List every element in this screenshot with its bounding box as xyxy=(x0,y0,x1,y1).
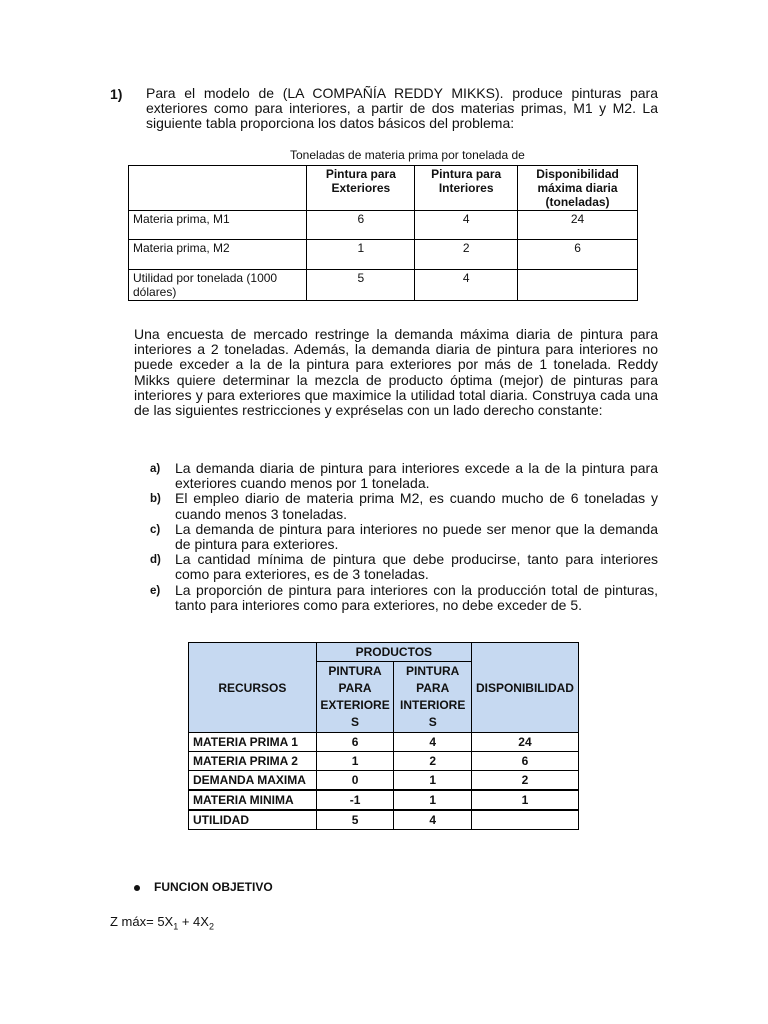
objective-mid: + 4X xyxy=(178,914,209,929)
table-cell: Materia prima, M2 xyxy=(129,240,307,270)
list-text: La demanda diaria de pintura para interiores excede a la de la pintura para exteriores cuando menos por 1 tonelada. xyxy=(175,460,658,492)
list-text: La proporción de pintura para interiores con la producción total de pinturas, tanto para interiores como para exteriores, no debe exceder de 5. xyxy=(175,581,658,613)
recursos-header: RECURSOS xyxy=(189,643,317,733)
table-cell: 1 xyxy=(394,790,472,810)
table-row xyxy=(129,211,638,240)
header-cell: Pintura para Interiores xyxy=(415,166,518,211)
table-row xyxy=(189,752,579,771)
table-cell: Materia prima, M1 xyxy=(129,211,307,240)
table-cell: DEMANDA MAXIMA xyxy=(189,771,317,791)
table-row xyxy=(129,270,638,301)
table-cell: 5 xyxy=(316,810,394,830)
table-cell: 6 xyxy=(307,211,415,240)
table-row xyxy=(189,790,579,810)
table-caption: Toneladas de materia prima por tonelada de xyxy=(290,148,525,162)
list-label: d) xyxy=(150,554,161,567)
subscript-2: 2 xyxy=(208,921,214,932)
header-cell: Disponibilidad máxima diaria (toneladas) xyxy=(518,166,638,211)
table-cell: MATERIA PRIMA 1 xyxy=(189,733,317,752)
list-label: c) xyxy=(150,523,161,536)
table-cell: 4 xyxy=(394,810,472,830)
table-cell: 0 xyxy=(316,771,394,791)
table-cell: 6 xyxy=(316,733,394,752)
table-cell: MATERIA MINIMA xyxy=(189,790,317,810)
list-item xyxy=(150,522,658,552)
table-row xyxy=(189,733,579,752)
table-cell: 1 xyxy=(307,240,415,270)
table-cell: 4 xyxy=(415,211,518,240)
list-text: El empleo diario de materia prima M2, es cuando mucho de 6 toneladas y cuando menos 3 toneladas. xyxy=(175,490,658,522)
question-number: 1) xyxy=(110,86,123,102)
table-row xyxy=(129,240,638,270)
objective-heading-text: FUNCION OBJETIVO xyxy=(154,880,273,894)
objective-heading xyxy=(134,880,273,894)
table-cell: 2 xyxy=(471,771,578,791)
table-cell: 6 xyxy=(471,752,578,771)
table-cell: 6 xyxy=(518,240,638,270)
list-label: a) xyxy=(150,463,161,475)
list-item xyxy=(150,491,658,521)
resources-table xyxy=(188,642,579,830)
table-header-row xyxy=(189,643,579,662)
objective-function xyxy=(110,914,214,932)
table-cell: UTILIDAD xyxy=(189,810,317,830)
disponibilidad-header: DISPONIBILIDAD xyxy=(471,643,578,733)
list-text: La demanda de pintura para interiores no puede ser menor que la demanda de pintura para exteriores. xyxy=(175,520,658,553)
table-cell: 1 xyxy=(471,790,578,810)
header-cell xyxy=(129,166,307,211)
table-cell: 2 xyxy=(394,752,472,771)
exteriores-header: PINTURA PARA EXTERIORE S xyxy=(316,662,394,733)
interiores-header: PINTURA PARA INTERIORE S xyxy=(394,662,472,733)
table-row xyxy=(189,810,579,830)
table-header-row xyxy=(129,166,638,211)
table-cell: 1 xyxy=(394,771,472,791)
table-cell xyxy=(518,270,638,301)
list-label: e) xyxy=(150,584,161,597)
table-cell: 2 xyxy=(415,240,518,270)
bullet-icon xyxy=(134,885,140,891)
table-cell: 5 xyxy=(307,270,415,301)
list-item xyxy=(150,552,658,582)
table-cell: MATERIA PRIMA 2 xyxy=(189,752,317,771)
table-cell: 24 xyxy=(471,733,578,752)
table-cell: 4 xyxy=(394,733,472,752)
header-cell: Pintura para Exteriores xyxy=(307,166,415,211)
list-item xyxy=(150,461,658,491)
raw-material-table xyxy=(128,165,638,301)
productos-header: PRODUCTOS xyxy=(316,643,471,662)
table-cell: 1 xyxy=(316,752,394,771)
table-row xyxy=(189,771,579,791)
table-cell: Utilidad por tonelada (1000 dólares) xyxy=(129,270,307,301)
subscript-1: 1 xyxy=(173,921,179,932)
restrictions-list xyxy=(150,461,658,613)
list-text: La cantidad mínima de pintura que debe producirse, tanto para interiores como para exteriores, es de 3 toneladas. xyxy=(175,551,658,583)
list-label: b) xyxy=(150,493,161,506)
table-cell xyxy=(471,810,578,830)
survey-paragraph: Una encuesta de mercado restringe la demanda máxima diaria de pintura para interiores a 2 toneladas. Además, la demanda diaria de pintura para interiores no puede exceder a la de la pintura para exteriores por más de 1 tonelada. Reddy Mikks quiere determinar la mezcla de producto óptima (mejor) de pinturas para interiores y para exteriores que maximice la utilidad total diaria. Construya cada una de las siguientes restricciones y expréselas con un lado derecho constante: xyxy=(134,326,658,419)
intro-paragraph: Para el modelo de (LA COMPAÑÍA REDDY MIKKS). produce pinturas para exteriores como para interiores, a partir de dos materias primas, M1 y M2. La siguiente tabla proporciona los datos básicos del problema: xyxy=(146,85,658,132)
table-cell: 24 xyxy=(518,211,638,240)
table-cell: 4 xyxy=(415,270,518,301)
objective-prefix: Z máx= 5X xyxy=(110,914,174,929)
list-item xyxy=(150,583,658,613)
table-cell: -1 xyxy=(316,790,394,810)
